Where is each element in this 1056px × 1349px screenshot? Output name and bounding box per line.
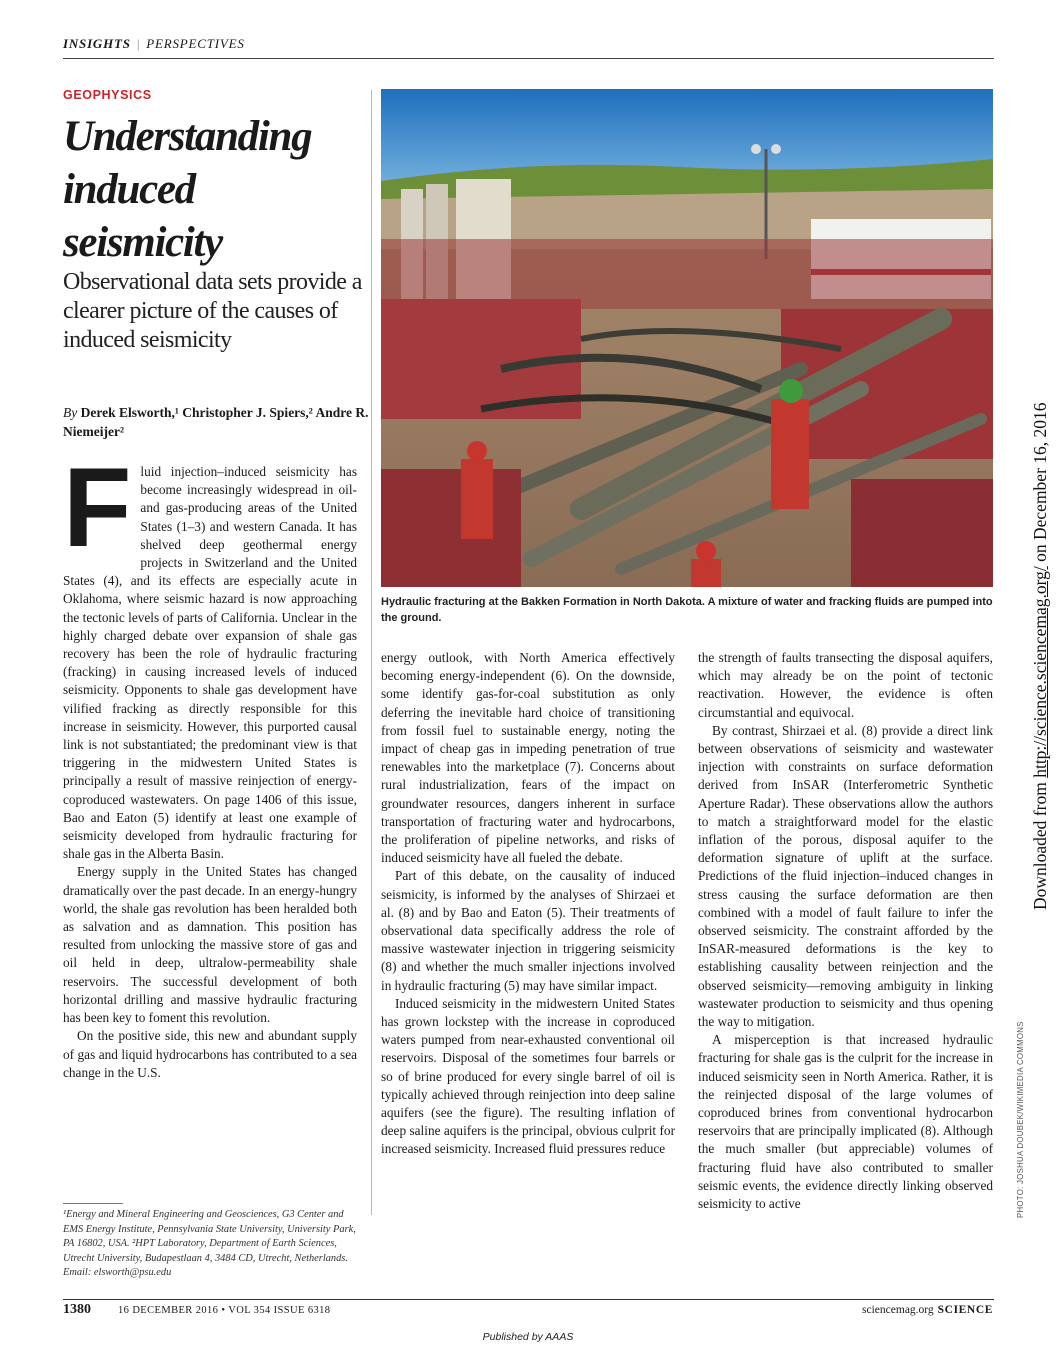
subsection-label: PERSPECTIVES — [146, 36, 245, 51]
page-number: 1380 — [63, 1302, 91, 1317]
download-notice — [1030, 402, 1051, 910]
paragraph: Energy supply in the United States has changed dramatically over the past decade. In an energy-hungry world, the shale gas revolution has been heralded both as salvation and as damnation. This position has resulted from unlocking the massive store of gas and oil held in deep, ultralow-permeability shale reservoirs. The successful development of both horizontal drilling and massive hydraulic fracturing has been key to foment this revolution. — [63, 864, 357, 1026]
footer-journal — [862, 1304, 993, 1316]
publisher-line: Published by AAAS — [482, 1331, 574, 1343]
text-column-2 — [381, 649, 675, 1159]
column-divider — [371, 90, 372, 1215]
article-title: Understanding induced seismicity — [63, 113, 312, 266]
article-dek: Observational data sets provide a clearer picture of the causes of induced seismicity — [63, 269, 362, 353]
header-separator: | — [136, 36, 141, 51]
byline-authors: Derek Elsworth,¹ Christopher J. Spiers,² Andre R. Niemeijer² — [63, 405, 369, 439]
paragraph: On the positive side, this new and abundant supply of gas and liquid hydrocarbons has contributed to a sea change in the U.S. — [63, 1028, 357, 1080]
download-suffix: on December 16, 2016 — [1030, 402, 1050, 562]
paragraph: energy outlook, with North America effectively becoming energy-independent (6). On the downside, some identify gas-for-coal substitution as only deferring the inevitable hard choice of transitioning from fossil fuel to sustainable energy, noting the impact of cheap gas in impeding penetration of true renewables into the marketplace (7). Concerns about rural industrialization, fears of the impact on groundwater resources, dangers inherent in surface transportation of fracturing water and hydrocarbons, the proliferation of pipeline networks, and risks of induced seismicity have all fueled the debate. — [381, 650, 675, 866]
fracking-site-photo — [381, 89, 993, 587]
journal-site: sciencemag.org — [862, 1304, 934, 1316]
text-column-3 — [698, 649, 993, 1213]
journal-name: SCIENCE — [937, 1304, 993, 1316]
download-link[interactable]: http://science.sciencemag.org/ — [1030, 566, 1050, 778]
paragraph: luid injection–induced seismicity has become increasingly widespread in oil- and gas-producing areas of the United States (1–3) and western Canada. It has shelved deep geothermal energy projects in Switzerland and the United States (4), and its effects are especially acute in Oklahoma, where seismic hazard is now approaching the tectonic levels of parts of California. Unclear in the highly charged debate over expansion of shale gas recovery has been the role of hydraulic fracturing (fracking) in causing increased levels of induced seismicity. Opponents to shale gas development have vilified fracking as directly responsible for this increase in seismicity. However, this purported causal link is not substantiated; the predominant view is that triggering in the midwestern United States is principally a result of massive reinjection of energy-coproduced wastewaters. On page 1406 of this issue, Bao and Eaton (5) identify at least one example of seismicity developed from hydraulic fracturing for shale gas in the Alberta Basin. — [63, 464, 357, 862]
running-header — [63, 36, 245, 52]
download-prefix: Downloaded from — [1030, 782, 1050, 910]
photo-credit: PHOTO: JOSHUA DOUBEK/WIKIMEDIA COMMONS — [1016, 1021, 1025, 1218]
footer-rule — [63, 1299, 994, 1300]
author-affiliations: ¹Energy and Mineral Engineering and Geosciences, G3 Center and EMS Energy Institute, Pennsylvania State University, University Park, PA 16802, USA. ²HPT Laboratory, Department of Earth Sciences, Utrecht University, Budapestlaan 4, 3484 CD, Utrecht, Netherlands. Email: elsworth@psu.edu — [63, 1209, 356, 1278]
paragraph: A misperception is that increased hydraulic fracturing for shale gas is the culprit for the increase in induced seismicity seen in North America. Rather, it is the reinjected disposal of the large volumes of coproduced brines from conventional hydrocarbon reservoirs that are principally implicated (8). Although the much smaller (but appreciable) volumes of fracturing fluid have also contributed to smaller seismic events, the evidence directly linking observed seismicity to active — [698, 1032, 993, 1212]
figure-caption: Hydraulic fracturing at the Bakken Formation in North Dakota. A mixture of water and fracking fluids are pumped into the ground. — [381, 596, 993, 624]
paragraph: Part of this debate, on the causality of induced seismicity, is informed by the analyses of Shirzaei et al. (8) and by Bao and Eaton (5). Their treatments of observational data specifically address the role of massive wastewater injection in triggering seismicity (8) and whether the much smaller injections involved in hydraulic fracturing (5) may have similar impact. — [381, 868, 675, 993]
drop-cap: F — [63, 445, 132, 570]
byline — [63, 403, 373, 441]
issue-date: 16 DECEMBER 2016 • VOL 354 ISSUE 6318 — [118, 1305, 331, 1316]
header-rule — [63, 58, 994, 59]
paragraph: Induced seismicity in the midwestern United States has grown lockstep with the increase in coproduced waters pumped from near-exhausted conventional oil reservoirs. Disposal of the sometimes four barrels or so of brine produced for every single barrel of oil is typically achieved through reinjection into deep saline aquifers (see the figure). The resulting inflation of deep saline aquifers is the principal, obvious culprit for increased seismicity. Increased fluid pressures reduce — [381, 995, 675, 1157]
paragraph: By contrast, Shirzaei et al. (8) provide a direct link between observations of seismicity and wastewater injection with constraints on surface deformation derived from InSAR (Interferometric Synthetic Aperture Radar). These observations allow the authors to match a straightforward model for the elastic inflation of the porous, disposal aquifer to the deformation signature of uplift at the surface. Predictions of the fluid injection–induced changes in stress causing the surface deformation are then combined with a model of fault failure to infer the observed seismicity. The constraint afforded by the InSAR-measured deformations is the key to establishing causality between reinjection and the observed seismicity—removing ambiguity in linking wastewater production to seismicity and thus opening the way to mitigation. — [698, 722, 993, 1030]
kicker: GEOPHYSICS — [63, 88, 152, 102]
paragraph: the strength of faults transecting the disposal aquifers, which may already be on the point of tectonic reactivation. However, the evidence is often circumstantial and equivocal. — [698, 650, 993, 720]
section-label: INSIGHTS — [63, 36, 131, 51]
text-column-1 — [63, 445, 357, 1082]
byline-by: By — [63, 405, 78, 420]
footnote-rule — [63, 1203, 123, 1204]
